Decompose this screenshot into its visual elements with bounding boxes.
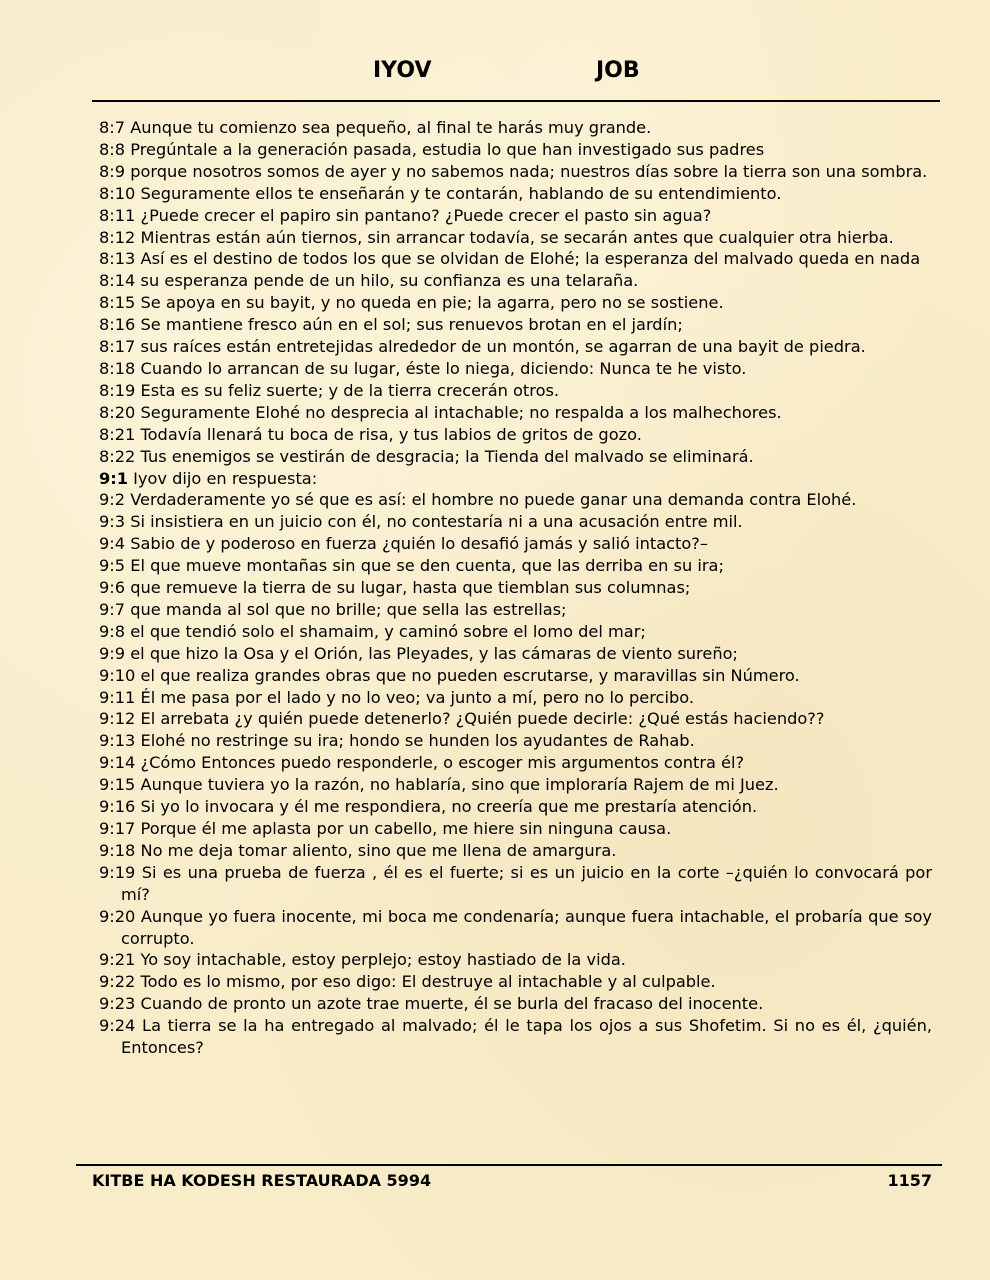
verse: [99, 117, 932, 139]
verse-text: Se mantiene fresco aún en el sol; sus renuevos brotan en el jardín;: [140, 315, 683, 335]
verse: [99, 183, 932, 205]
verse: [99, 949, 932, 971]
verse-text: Si insistiera en un juicio con él, no contestaría ni a una acusación entre mil.: [130, 512, 743, 532]
verse-text: Seguramente Elohé no desprecia al intachable; no respalda a los malhechores.: [140, 402, 782, 422]
verse: [99, 314, 932, 336]
verse-text: El arrebata ¿y quién puede detenerlo? ¿Quién puede decirle: ¿Qué estás haciendo??: [140, 709, 825, 729]
verse-number: 8:19: [99, 380, 136, 400]
verse: [99, 818, 932, 840]
verse-text: Iyov dijo en respuesta:: [133, 468, 318, 488]
verse-number: 9:1: [99, 468, 128, 488]
verse-number: 8:16: [99, 315, 136, 335]
verse-number: 9:24: [99, 1016, 136, 1036]
verse-text: que remueve la tierra de su lugar, hasta que tiemblan sus columnas;: [130, 578, 691, 598]
verse: [99, 358, 932, 380]
verse-text: La tierra se la ha entregado al malvado; él le tapa los ojos a sus Shofetim. Si no es él, ¿quién, Entonces?: [121, 1016, 932, 1058]
verse-number: 9:7: [99, 599, 126, 619]
verse-number: 8:13: [99, 249, 136, 269]
verse-text: Si es una prueba de fuerza , él es el fuerte; si es un juicio en la corte –¿quién lo convocará por mí?: [121, 862, 932, 904]
verse-text: Cuando lo arrancan de su lugar, éste lo niega, diciendo: Nunca te he visto.: [140, 358, 747, 378]
verse: [99, 248, 932, 270]
verse: [99, 270, 932, 292]
verse-text: su esperanza pende de un hilo, su confianza es una telaraña.: [140, 271, 639, 291]
verse-text: El que mueve montañas sin que se den cuenta, que las derriba en su ira;: [130, 556, 724, 576]
verse: [99, 906, 932, 950]
verse: [99, 1015, 932, 1059]
footer-rule: [76, 1164, 942, 1166]
verse: [99, 468, 932, 490]
verse: [99, 139, 932, 161]
verse: [99, 292, 932, 314]
header-book-english: JOB: [596, 58, 640, 83]
verse-text: Si yo lo invocara y él me respondiera, no creería que me prestaría atención.: [140, 797, 758, 817]
verse: [99, 993, 932, 1015]
verse-text: Yo soy intachable, estoy perplejo; estoy hastiado de la vida.: [140, 950, 626, 970]
verse-text: Mientras están aún tiernos, sin arrancar todavía, se secarán antes que cualquier otra hierba.: [140, 227, 894, 247]
verse-number: 9:14: [99, 753, 136, 773]
verse-number: 9:9: [99, 643, 126, 663]
verse: [99, 752, 932, 774]
verse-text: Seguramente ellos te enseñarán y te contarán, hablando de su entendimiento.: [140, 183, 782, 203]
verse: [99, 599, 932, 621]
verse: [99, 227, 932, 249]
header-rule: [92, 100, 940, 102]
verse-number: 9:16: [99, 797, 136, 817]
verse-text: Aunque tu comienzo sea pequeño, al final te harás muy grande.: [130, 118, 652, 137]
verse-number: 9:8: [99, 621, 126, 641]
verse: [99, 730, 932, 752]
verse-text: Tus enemigos se vestirán de desgracia; la Tienda del malvado se eliminará.: [140, 446, 754, 466]
verse: [99, 840, 932, 862]
verse-text: ¿Cómo Entonces puedo responderle, o escoger mis argumentos contra él?: [140, 753, 745, 773]
verse-number: 8:8: [99, 139, 126, 159]
verse-text: que manda al sol que no brille; que sella las estrellas;: [130, 599, 567, 619]
verse-text: Esta es su feliz suerte; y de la tierra crecerán otros.: [140, 380, 560, 400]
verse: [99, 621, 932, 643]
verse-text: Él me pasa por el lado y no lo veo; va junto a mí, pero no lo percibo.: [140, 687, 694, 707]
verse-number: 9:6: [99, 578, 126, 598]
verse-text: Cuando de pronto un azote trae muerte, él se burla del fracaso del inocente.: [140, 994, 764, 1014]
verse: [99, 643, 932, 665]
verse-number: 8:22: [99, 446, 136, 466]
verse-number: 8:15: [99, 293, 136, 313]
verse: [99, 336, 932, 358]
verse-number: 9:3: [99, 512, 126, 532]
page-number: 1157: [887, 1171, 932, 1190]
verse-text: el que realiza grandes obras que no pueden escrutarse, y maravillas sin Número.: [140, 665, 800, 685]
page-header: [0, 58, 990, 90]
verse-number: 9:23: [99, 994, 136, 1014]
verse-text: Se apoya en su bayit, y no queda en pie; la agarra, pero no se sostiene.: [140, 293, 724, 313]
verse-number: 9:21: [99, 950, 136, 970]
verse: [99, 971, 932, 993]
verse-number: 8:17: [99, 337, 136, 357]
verse: [99, 577, 932, 599]
verse-number: 8:7: [99, 118, 126, 137]
verse-text: No me deja tomar aliento, sino que me llena de amargura.: [140, 840, 617, 860]
verse: [99, 161, 932, 183]
verse: [99, 555, 932, 577]
verse: [99, 774, 932, 796]
verse-number: 9:17: [99, 819, 136, 838]
verse-list: [99, 117, 932, 1059]
verse-text: Todo es lo mismo, por eso digo: El destruye al intachable y al culpable.: [140, 972, 716, 992]
verse: [99, 796, 932, 818]
verse: [99, 708, 932, 730]
verse: [99, 446, 932, 468]
verse: [99, 665, 932, 687]
verse-number: 8:18: [99, 358, 136, 378]
verse-number: 9:10: [99, 665, 136, 685]
verse-text: Elohé no restringe su ira; hondo se hunden los ayudantes de Rahab.: [140, 731, 695, 751]
verse-number: 9:11: [99, 687, 136, 707]
verse-number: 8:21: [99, 424, 136, 444]
verse-number: 9:22: [99, 972, 136, 992]
verse-number: 9:15: [99, 775, 136, 795]
verse-number: 8:20: [99, 402, 136, 422]
verse: [99, 380, 932, 402]
verse-text: el que tendió solo el shamaim, y caminó sobre el lomo del mar;: [130, 621, 646, 641]
verse-number: 8:11: [99, 205, 136, 225]
verse-number: 8:12: [99, 227, 136, 247]
verse-number: 9:18: [99, 840, 136, 860]
verse: [99, 205, 932, 227]
verse-text: el que hizo la Osa y el Orión, las Pleyades, y las cámaras de viento sureño;: [130, 643, 738, 663]
verse: [99, 687, 932, 709]
verse-number: 9:20: [99, 906, 136, 926]
verse: [99, 511, 932, 533]
verse-number: 9:19: [99, 862, 136, 882]
verse-number: 8:14: [99, 271, 136, 291]
verse-number: 9:4: [99, 534, 126, 554]
verse: [99, 489, 932, 511]
verse-text: Sabio de y poderoso en fuerza ¿quién lo desafió jamás y salió intacto?–: [130, 534, 708, 554]
verse-text: Verdaderamente yo sé que es así: el hombre no puede ganar una demanda contra Elohé.: [130, 490, 857, 510]
verse-text: Todavía llenará tu boca de risa, y tus labios de gritos de gozo.: [140, 424, 642, 444]
header-book-hebrew: IYOV: [373, 58, 432, 83]
verse: [99, 402, 932, 424]
verse-number: 8:9: [99, 161, 126, 181]
verse-text: Pregúntale a la generación pasada, estudia lo que han investigado sus padres: [130, 139, 765, 159]
verse-number: 9:12: [99, 709, 136, 729]
verse-text: porque nosotros somos de ayer y no sabemos nada; nuestros días sobre la tierra son una sombra.: [130, 161, 928, 181]
verse-text: ¿Puede crecer el papiro sin pantano? ¿Puede crecer el pasto sin agua?: [140, 205, 712, 225]
verse-number: 9:5: [99, 556, 126, 576]
verse-number: 9:2: [99, 490, 126, 510]
verse-text: Así es el destino de todos los que se olvidan de Elohé; la esperanza del malvado queda en nada: [140, 249, 921, 269]
verse-number: 8:10: [99, 183, 136, 203]
verse-text: Aunque tuviera yo la razón, no hablaría, sino que imploraría Rajem de mi Juez.: [140, 775, 779, 795]
verse: [99, 424, 932, 446]
verse-text: Porque él me aplasta por un cabello, me hiere sin ninguna causa.: [140, 819, 672, 838]
footer-edition: KITBE HA KODESH RESTAURADA 5994: [92, 1171, 432, 1190]
verse: [99, 862, 932, 906]
verse: [99, 533, 932, 555]
verse-text: sus raíces están entretejidas alrededor de un montón, se agarran de una bayit de piedra.: [140, 337, 866, 357]
verse-number: 9:13: [99, 731, 136, 751]
verse-text: Aunque yo fuera inocente, mi boca me condenaría; aunque fuera intachable, el probaría que soy corrupto.: [121, 906, 932, 948]
